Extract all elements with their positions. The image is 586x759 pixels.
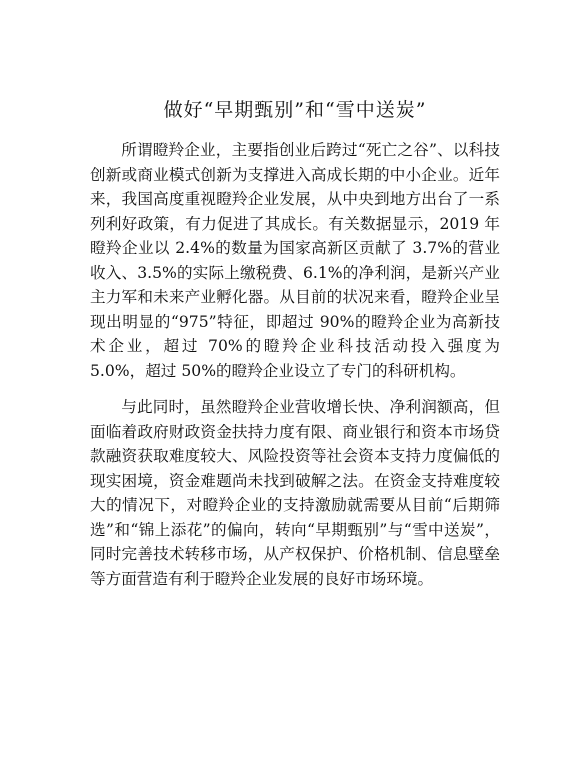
article-paragraph-2: 与此同时，虽然瞪羚企业营收增长快、净利润额高，但面临着政府财政资金扶持力度有限、商业银行和资本市场贷款融资获取难度较大、风险投资等社会资本支持力度偏低的现实困境，资金难题尚未找到破解之法。在资金支持难度较大的情况下，对瞪羚企业的支持激励就需要从目前“后期筛选”和“锦上添花”的偏向，转向“早期甄别”与“雪中送炭”，同时完善技术转移市场，从产权保护、价格机制、信息壁垒等方面营造有利于瞪羚企业发展的良好市场环境。 bbox=[90, 398, 500, 588]
article-title: 做好“早期甄别”和“雪中送炭” bbox=[163, 99, 427, 121]
article-paragraph-1: 所谓瞪羚企业，主要指创业后跨过“死亡之谷”、以科技创新或商业模式创新为支撑进入高成长期的中小企业。近年来，我国高度重视瞪羚企业发展，从中央到地方出台了一系列利好政策，有力促进了其成长。有关数据显示，2019 年瞪羚企业以 2.4%的数量为国家高新区贡献了 3.7%的营业收入、3.5%的实际上缴税费、6.1%的净利润，是新兴产业主力军和未来产业孵化器。从目前的状况来看，瞪羚企业呈现出明显的“975”特征，即超过 90%的瞪羚企业为高新技术企业，超过 70%的瞪羚企业科技活动投入强度为 5.0%，超过 50%的瞪羚企业设立了专门的科研机构。 bbox=[90, 141, 500, 380]
